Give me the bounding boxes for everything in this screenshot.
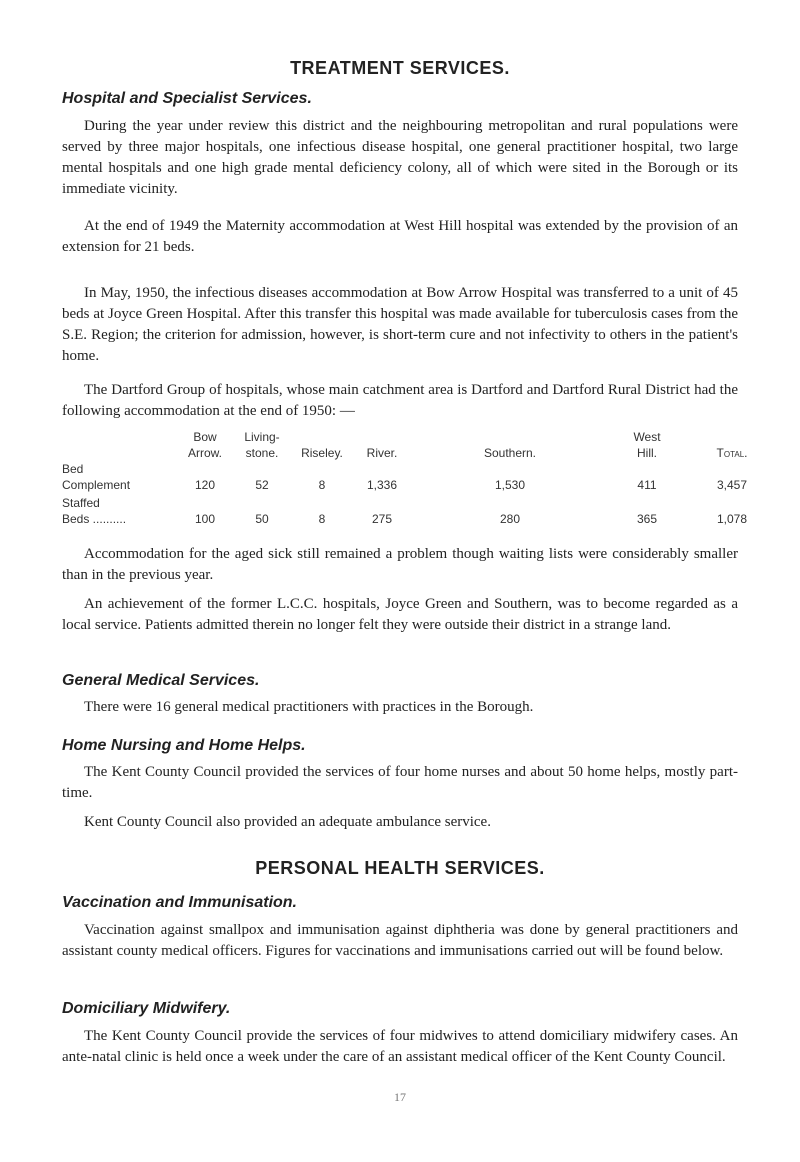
- table-cell: 50: [255, 512, 269, 526]
- header-riseley: Riseley.: [301, 446, 343, 460]
- row-label-beds: Beds ..........: [62, 512, 127, 526]
- paragraph-vaccination: Vaccination against smallpox and immunisation against diphtheria was done by general practitioners and assistant county medical officers. Figures for vaccinations and immunisations carried out will be found below.: [62, 922, 738, 959]
- table-cell: 52: [255, 478, 269, 492]
- paragraph-midwifery: The Kent County Council provide the services of four midwives to attend domiciliary midwifery cases. An ante-natal clinic is held once a week under the care of an assistant medical officer of the Kent County Council.: [62, 1028, 738, 1065]
- paragraph-aged-sick: Accommodation for the aged sick still remained a problem though waiting lists were considerably smaller than in the previous year.: [62, 546, 738, 583]
- heading-midwifery: Domiciliary Midwifery.: [62, 1000, 231, 1017]
- table-cell: 100: [194, 512, 216, 526]
- table-cell: 280: [499, 512, 521, 526]
- table-cell: 8: [318, 512, 326, 526]
- paragraph-dartford-group: The Dartford Group of hospitals, whose main catchment area is Dartford and Dartford Rural District had the following accommodation at the end of 1950: —: [62, 382, 738, 419]
- paragraph-lcc-hospitals: An achievement of the former L.C.C. hospitals, Joyce Green and Southern, was to become regarded as a local service. Patients admitted therein no longer felt they were outside their district in a strange land.: [62, 596, 738, 633]
- heading-general-medical: General Medical Services.: [62, 672, 260, 689]
- table-cell: 1,078: [716, 512, 748, 526]
- paragraph-infectious-diseases: In May, 1950, the infectious diseases accommodation at Bow Arrow Hospital was transferred to a unit of 45 beds at Joyce Green Hospital. After this transfer this hospital was made available for tuberculosis cases from the S.E. Region; the criterion for admission, however, is short-term cure and not infectivity to others in the patient's home.: [62, 285, 738, 364]
- table-cell: 120: [194, 478, 216, 492]
- table-cell: 365: [636, 512, 658, 526]
- section-title-treatment-services: TREATMENT SERVICES.: [290, 58, 510, 78]
- paragraph-ambulance: Kent County Council also provided an adequate ambulance service.: [84, 814, 491, 830]
- heading-home-nursing: Home Nursing and Home Helps.: [62, 737, 306, 754]
- heading-hospital-services: Hospital and Specialist Services.: [62, 90, 312, 107]
- header-hill: Hill.: [637, 446, 657, 460]
- header-stone: stone.: [245, 446, 279, 460]
- header-southern: Southern.: [483, 446, 537, 460]
- header-west: West: [633, 430, 661, 444]
- header-living: Living-: [244, 430, 280, 444]
- table-cell: 1,336: [366, 478, 398, 492]
- page-number: 17: [394, 1090, 406, 1104]
- row-label-bed: Bed: [62, 462, 84, 476]
- table-cell: 3,457: [716, 478, 748, 492]
- paragraph-maternity-extension: At the end of 1949 the Maternity accommodation at West Hill hospital was extended by the provision of an extension for 21 beds.: [62, 218, 738, 255]
- section-title-personal-health: PERSONAL HEALTH SERVICES.: [255, 858, 545, 878]
- heading-vaccination: Vaccination and Immunisation.: [62, 894, 297, 911]
- row-label-staffed: Staffed: [62, 496, 100, 510]
- header-river: River.: [366, 446, 398, 460]
- paragraph-home-nurses: The Kent County Council provided the services of four home nurses and about 50 home helps, mostly part-time.: [62, 764, 738, 801]
- header-arrow: Arrow.: [187, 446, 222, 460]
- table-cell: 411: [637, 478, 657, 492]
- header-total: Total.: [716, 446, 748, 460]
- table-cell: 275: [371, 512, 393, 526]
- accommodation-table: [0, 430, 800, 540]
- paragraph-hospitals-overview: During the year under review this district and the neighbouring metropolitan and rural populations were served by three major hospitals, one infectious disease hospital, one general practitioner hospital, two large mental hospitals and one high grade mental deficiency colony, all of which were sited in the Borough or its immediate vicinity.: [62, 118, 738, 197]
- row-label-complement: Complement: [62, 478, 131, 492]
- header-bow: Bow: [193, 430, 217, 444]
- table-cell: 8: [318, 478, 326, 492]
- table-cell: 1,530: [494, 478, 526, 492]
- paragraph-general-practitioners: There were 16 general medical practitioners with practices in the Borough.: [84, 699, 534, 715]
